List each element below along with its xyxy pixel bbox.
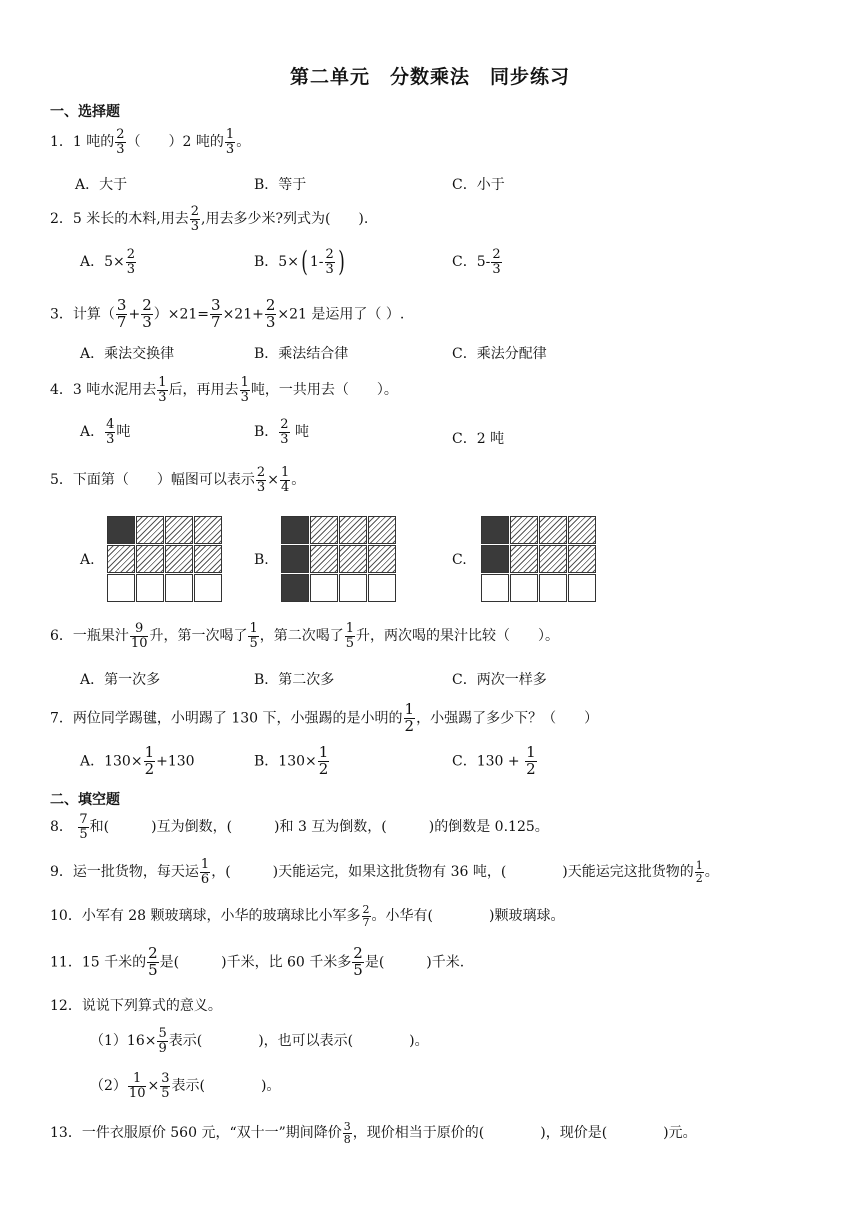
grid-cell bbox=[310, 516, 338, 544]
q4-option-b: B． $\frac{2}{3}$ 吨 bbox=[254, 417, 310, 447]
grid-cell bbox=[310, 545, 338, 573]
grid-cell bbox=[568, 574, 596, 602]
grid-cell bbox=[539, 574, 567, 602]
grid-cell bbox=[136, 516, 164, 544]
grid-cell bbox=[568, 516, 596, 544]
question-5: 5．下面第（ ）幅图可以表示 $\frac{2}{3}$ × $\frac{1}{4}$ 。 bbox=[50, 465, 306, 495]
page-title: 第二单元 分数乘法 同步练习 bbox=[289, 66, 570, 88]
grid-cell bbox=[481, 516, 509, 544]
grid-cell bbox=[339, 545, 367, 573]
grid-cell bbox=[107, 574, 135, 602]
question-6: 6．一瓶果汁 $\frac{9}{10}$ 升，第一次喝了 $\frac{1}{5}$ ，第二次喝了 $\frac{1}{5}$ 升，两次喝的果汁比较（ ）。 bbox=[50, 621, 560, 651]
grid-cell bbox=[136, 574, 164, 602]
grid-cell bbox=[194, 545, 222, 573]
grid-cell bbox=[194, 516, 222, 544]
question-3: 3．计算（ $\frac{3}{7}$ + $\frac{2}{3}$ ）×21= $\frac{3}{7}$ ×21+ $\frac{2}{3}$ ×21 是运用了（ ）. bbox=[50, 296, 405, 331]
fraction: $\frac{2}{3}$ bbox=[116, 127, 125, 157]
grid-cell bbox=[510, 545, 538, 573]
question-7: 7．两位同学踢毽，小明踢了 130 下，小强踢的是小明的 $\frac{1}{2}$ ，小强踢了多少下？（ ） bbox=[50, 700, 599, 735]
grid-cell bbox=[339, 516, 367, 544]
grid-cell bbox=[339, 574, 367, 602]
grid-cell bbox=[368, 516, 396, 544]
grid-cell bbox=[136, 545, 164, 573]
question-1: 1．1 吨的 $\frac{2}{3}$ （ ）2 吨的 $\frac{1}{3}$ 。 bbox=[50, 127, 251, 157]
grid-cell bbox=[539, 545, 567, 573]
q2-option-a: A．5× $\frac{2}{3}$ bbox=[80, 247, 136, 277]
q3-option-c: C．乘法分配律 bbox=[452, 346, 547, 362]
grid-cell bbox=[510, 516, 538, 544]
section-heading-choice: 一、选择题 bbox=[50, 104, 120, 120]
grid-cell bbox=[368, 545, 396, 573]
q7-option-c: C．130 + $\frac{1}{2}$ bbox=[452, 743, 536, 778]
question-8: 8． $\frac{7}{5}$ 和( )互为倒数，( )和 3 互为倒数，( )的倒数是 0.125。 bbox=[50, 812, 549, 842]
q3-option-b: B．乘法结合律 bbox=[254, 346, 349, 362]
grid-cell bbox=[568, 545, 596, 573]
grid-cell bbox=[510, 574, 538, 602]
grid-cell bbox=[481, 574, 509, 602]
question-10: 10．小军有 28 颗玻璃球，小华的玻璃球比小军多 $\frac{2}{7}$ 。小华有( )颗玻璃球。 bbox=[50, 903, 565, 929]
q5-label-a: A. bbox=[80, 552, 95, 568]
grid-cell bbox=[165, 516, 193, 544]
q1-option-b: B．等于 bbox=[254, 177, 307, 193]
question-4: 4．3 吨水泥用去 $\frac{1}{3}$ 后，再用去 $\frac{1}{3}$ 吨，一共用去（ ）。 bbox=[50, 375, 398, 405]
question-2: 2．5 米长的木料,用去 $\frac{2}{3}$ ,用去多少米?列式为( ). bbox=[50, 204, 369, 234]
grid-cell bbox=[368, 574, 396, 602]
question-13: 13．一件衣服原价 560 元，“双十一”期间降价 $\frac{3}{8}$ ，现价相当于原价的( )，现价是( )元。 bbox=[50, 1120, 697, 1146]
grid-cell bbox=[310, 574, 338, 602]
grid-cell bbox=[107, 516, 135, 544]
grid-cell bbox=[281, 574, 309, 602]
grid-cell bbox=[281, 545, 309, 573]
q7-option-b: B．130× $\frac{1}{2}$ bbox=[254, 743, 329, 778]
grid-cell bbox=[165, 545, 193, 573]
q3-option-a: A．乘法交换律 bbox=[80, 346, 175, 362]
grid-cell bbox=[281, 516, 309, 544]
question-9: 9．运一批货物，每天运 $\frac{1}{6}$ ，( )天能运完，如果这批货物有 36 吨，( )天能运完这批货物的 $\frac{1}{2}$ 。 bbox=[50, 857, 719, 887]
grid-cell bbox=[165, 574, 193, 602]
fraction: $\frac{1}{3}$ bbox=[225, 127, 235, 157]
grid-cell bbox=[194, 574, 222, 602]
q5-label-c: C. bbox=[452, 552, 467, 568]
grid-cell bbox=[107, 545, 135, 573]
grid-cell bbox=[539, 516, 567, 544]
q1-option-a: A．大于 bbox=[75, 177, 128, 193]
q4-option-a: A． $\frac{4}{3}$ 吨 bbox=[80, 417, 131, 447]
q6-option-b: B．第二次多 bbox=[254, 672, 335, 688]
q1-option-c: C．小于 bbox=[452, 177, 505, 193]
q12-sub-1: （1）16× $\frac{5}{9}$ 表示( )，也可以表示( )。 bbox=[90, 1026, 429, 1056]
question-12: 12．说说下列算式的意义。 bbox=[50, 998, 222, 1014]
q4-option-c: C．2 吨 bbox=[452, 431, 505, 447]
q2-option-c: C．5- $\frac{2}{3}$ bbox=[452, 247, 501, 277]
grid-cell bbox=[481, 545, 509, 573]
q5-label-b: B. bbox=[254, 552, 269, 568]
q6-option-c: C．两次一样多 bbox=[452, 672, 547, 688]
q7-option-a: A．130× $\frac{1}{2}$ +130 bbox=[80, 743, 195, 778]
q12-sub-2: （2） $\frac{1}{10}$ × $\frac{3}{5}$ 表示( )。 bbox=[90, 1071, 281, 1101]
question-11: 11．15 千米的 $\frac{2}{5}$ 是( )千米，比 60 千米多 $\frac{2}{5}$ 是( )千米. bbox=[50, 944, 465, 979]
q2-option-b: B．5×( 1- $\frac{2}{3}$ ) bbox=[254, 245, 345, 279]
q6-option-a: A．第一次多 bbox=[80, 672, 161, 688]
section-heading-fill: 二、填空题 bbox=[50, 792, 120, 808]
